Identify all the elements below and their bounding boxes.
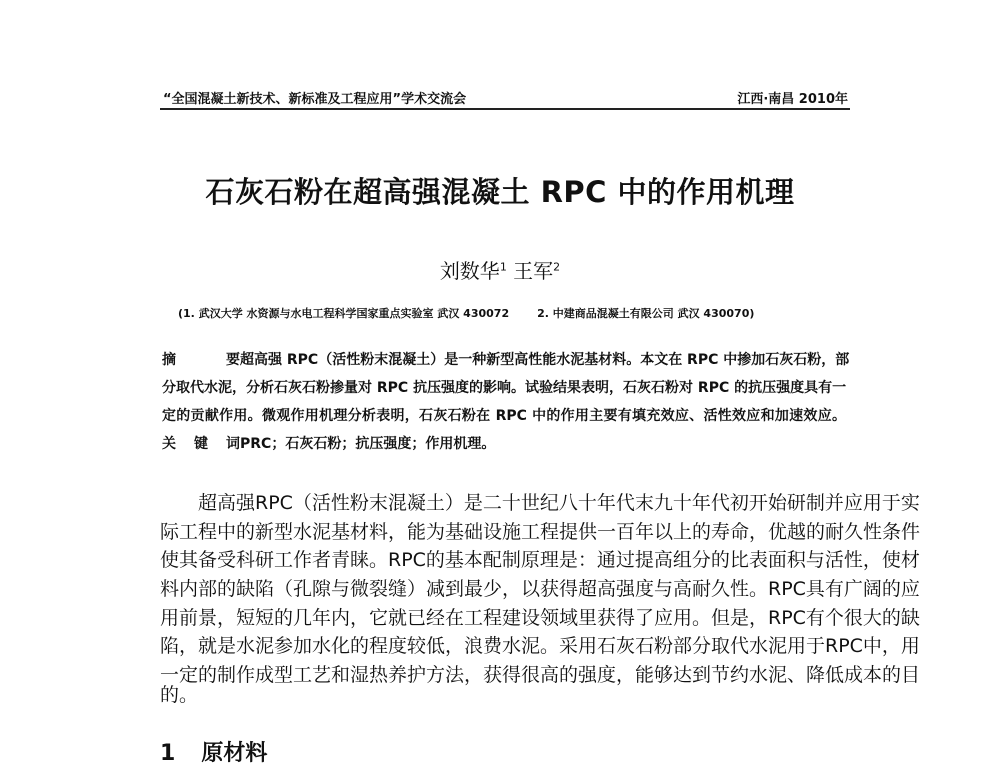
abstract-line: 分取代水泥，分析石灰石粉掺量对 RPC 抗压强度的影响。试验结果表明，石灰石粉对 RPC 的抗压强度具有一 bbox=[162, 380, 847, 396]
keywords-line bbox=[162, 433, 846, 453]
author-name: 刘数华 bbox=[439, 259, 500, 283]
keywords-text: PRC；石灰石粉；抗压强度；作用机理。 bbox=[240, 436, 496, 452]
running-header-conference: “全国混凝土新技术、新标准及工程应用”学术交流会 bbox=[163, 92, 467, 107]
keywords-label: 关键词 bbox=[162, 436, 240, 452]
affiliation: (1. 武汉大学 水资源与水电工程科学国家重点实验室 武汉 430072 bbox=[178, 307, 510, 320]
abstract-label: 摘 要 bbox=[162, 352, 240, 368]
abstract-text: 超高强 RPC（活性粉末混凝土）是一种新型高性能水泥基材料。本文在 RPC 中掺加石灰石粉，部 bbox=[240, 352, 850, 368]
paper-title: 石灰石粉在超高强混凝土 RPC 中的作用机理 bbox=[205, 175, 795, 209]
section-heading bbox=[160, 736, 267, 767]
body-line: 陷，就是水泥参加水化的程度较低，浪费水泥。采用石灰石粉部分取代水泥用于RPC中，用 bbox=[160, 635, 920, 657]
body-line: 际工程中的新型水泥基材料，能为基础设施工程提供一百年以上的寿命，优越的耐久性条件 bbox=[160, 521, 921, 543]
body-line: 的。 bbox=[160, 684, 199, 706]
body-line: 超高强RPC（活性粉末混凝土）是二十世纪八十年代末九十年代初开始研制并应用于实 bbox=[160, 492, 920, 514]
header-rule bbox=[160, 108, 850, 110]
abstract-line bbox=[162, 349, 850, 369]
authors bbox=[0, 255, 1000, 284]
section-number: 1 bbox=[160, 741, 176, 766]
abstract-line: 定的贡献作用。微观作用机理分析表明，石灰石粉在 RPC 中的作用主要有填充效应、活性效应和加速效应。 bbox=[162, 408, 846, 424]
body-line: 用前景，短短的几年内，它就已经在工程建设领域里获得了应用。但是，RPC有个很大的缺 bbox=[160, 607, 920, 629]
affiliations bbox=[178, 305, 754, 321]
author-name: 王军 bbox=[513, 259, 554, 283]
section-title: 原材料 bbox=[201, 741, 268, 766]
body-line: 一定的制作成型工艺和湿热养护方法，获得很高的强度，能够达到节约水泥、降低成本的目 bbox=[160, 664, 921, 686]
author-affiliation-mark: 1 bbox=[499, 260, 507, 274]
body-line: 使其备受科研工作者青睐。RPC的基本配制原理是：通过提高组分的比表面积与活性，使材 bbox=[160, 549, 920, 571]
author-affiliation-mark: 2 bbox=[553, 260, 561, 274]
body-line: 料内部的缺陷（孔隙与微裂缝）减到最少，以获得超高强度与高耐久性。RPC具有广阔的应 bbox=[160, 578, 920, 600]
running-header-location-year: 江西·南昌 2010年 bbox=[737, 92, 848, 107]
affiliation: 2. 中建商品混凝土有限公司 武汉 430070) bbox=[537, 307, 755, 320]
